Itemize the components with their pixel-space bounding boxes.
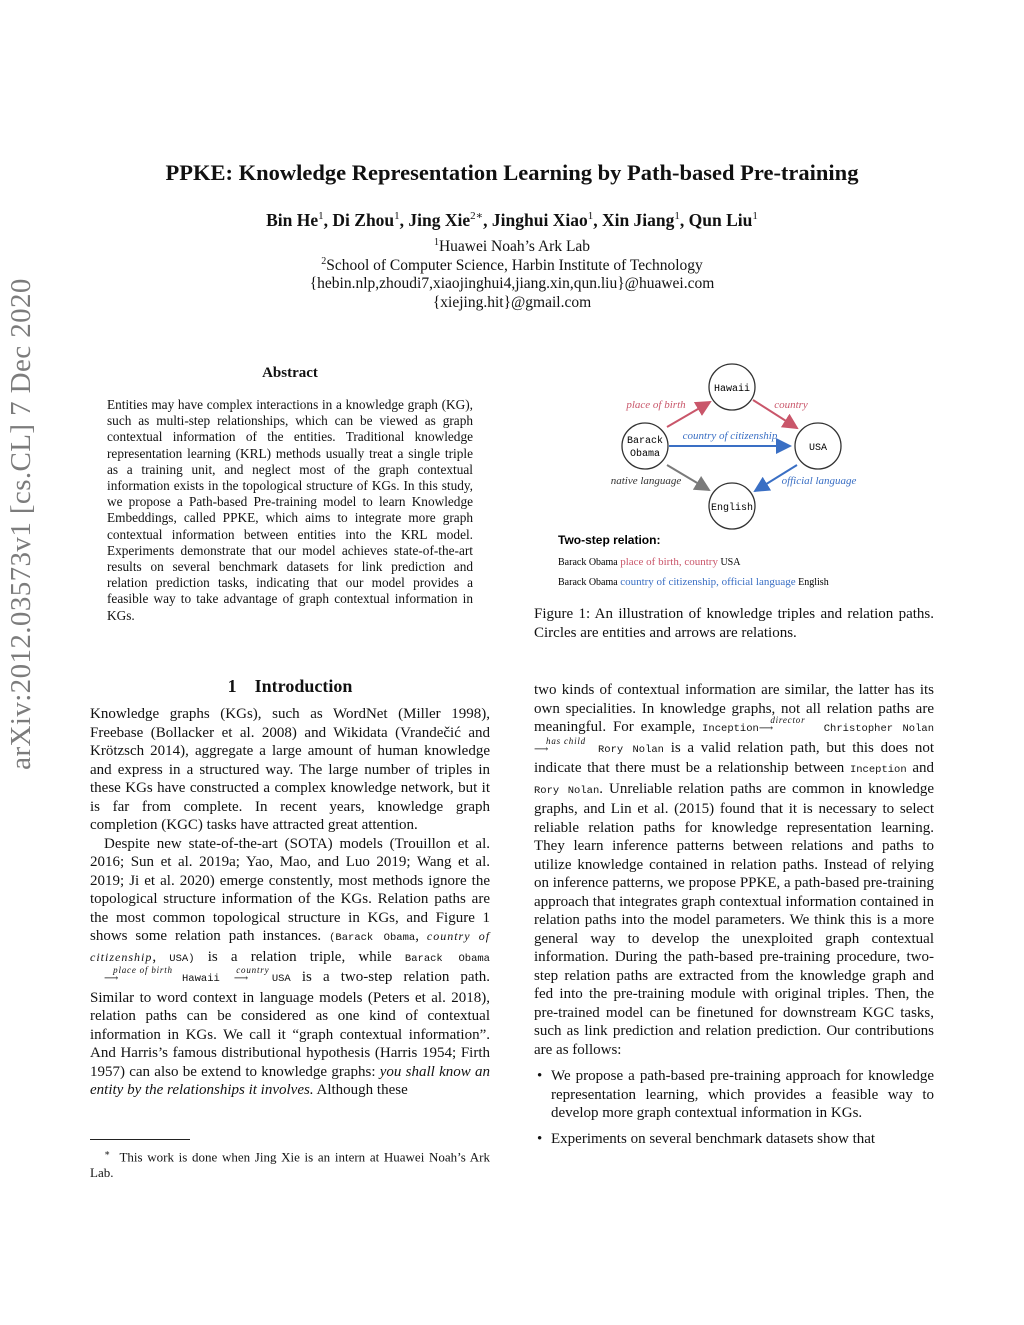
contribution-list (534, 1067, 934, 1148)
relation-label: place of birth (113, 965, 173, 975)
author-sup: 2∗ (470, 210, 484, 222)
path-2 (558, 576, 829, 588)
entity: Christopher Nolan (823, 723, 934, 735)
author-sup: 1 (394, 210, 400, 222)
edge-label: native language (610, 475, 682, 487)
relation-label: country (236, 965, 270, 975)
relation-arrow: country ⟶ (220, 970, 272, 989)
entity: Hawaii (182, 973, 220, 985)
node-label: Obama (629, 449, 661, 460)
author-name: Jing Xie (408, 209, 471, 230)
author-sup: 1 (587, 210, 594, 222)
footnote-mark: ∗ (104, 1148, 111, 1158)
paragraph (534, 681, 934, 1059)
entity: Barack Obama (335, 932, 416, 944)
entity: Barack Obama (404, 952, 490, 965)
paper-title: PPKE: Knowledge Representation Learning by Path-based Pre-training (165, 160, 859, 185)
path-entity: English (798, 577, 829, 588)
footnote (90, 1145, 490, 1181)
author-sup: 1 (674, 210, 680, 222)
abstract-text: Entities may have complex interactions in a knowledge graph (KG), such as multi-step relationships, which can be viewed as graph contextual information of the entities. Traditional knowledge representation learning (KRL) methods usually treat a single triple as a training unit, and neglect most of the graph contextual information exists in the topological structure of KGs. In this study, we propose a Path-based Pre-training model to learn Knowledge Embeddings, called PPKE, which aims to integrate more graph contextual information between entities into the KRL model. Experiments demonstrate that our model achieves state-of-the-art results on several benchmark datasets for link prediction and relation prediction tasks, indicating that our model provides a feasible way to take advantage of graph contextual information in KGs. (107, 397, 473, 623)
email-line-1: {hebin.nlp,zhoudi7,xiaojinghui4,jiang.xin,qun.liu}@huawei.com (309, 275, 715, 292)
affiliation-2 (0, 256, 1024, 275)
two-step-heading: Two-step relation: (558, 533, 661, 547)
text-run: Despite new state-of-the-art (SOTA) models (Trouillon et al. 2016; Sun et al. 2019a; Yao, Mao, and Luo 2019; Wang et al. 2019; Ji et al. 2020) emerge constently, most methods ignore the topological structure information of the KGs. Relation paths are the most common topological structure in KGs, and Figure 1 shows some relation path instances. (90, 835, 490, 944)
author-name: Di Zhou (332, 209, 395, 230)
author-sup: 1 (318, 210, 324, 222)
edge-label: place of birth (626, 399, 686, 411)
affil-text: School of Computer Science, Harbin Institute of Technology (326, 257, 703, 275)
relation: country of citizenship (90, 929, 491, 964)
node-label: English (710, 503, 754, 514)
node-label: USA (808, 443, 828, 454)
quote: you shall know an entity by the relationships it involves. (90, 1063, 490, 1098)
section-heading (90, 676, 490, 697)
node-label: Hawaii (713, 384, 751, 395)
entity: Rory Nolan (534, 784, 600, 797)
arxiv-identifier: arXiv:2012.03573v1 [cs.CL] 7 Dec 2020 (5, 278, 37, 770)
edge-label: official language (781, 475, 857, 487)
entity: Inception (702, 723, 759, 735)
entity: USA (169, 952, 189, 965)
footnote-text: This work is done when Jing Xie is an intern at Huawei Noah’s Ark Lab. (90, 1149, 490, 1181)
text-run: is a two-step relation path. Similar to word context in language models (Peters et al. 2018), relation paths can be considered as one kind of contextual information in KGs. We call it “graph contextual information”. And Harris’s famous distributional hypothesis (Harris 1954; Firth 1957) can also be extend to knowledge graphs: (90, 969, 491, 1080)
section-number: 1 (227, 676, 237, 696)
edge-label: country (774, 399, 808, 411)
right-column (534, 681, 934, 1155)
author-name: Jinghui Xiao (491, 209, 588, 230)
list-item: • We propose a path-based pre-training approach for knowledge representation learning, which provides a feasible way to develop more graph contextual information in KGs. (534, 1067, 934, 1123)
path-entity: Barack Obama (558, 577, 618, 588)
relation-arrow: place of birth ⟶ (90, 970, 182, 989)
figure-caption: Figure 1: An illustration of knowledge triples and relation paths. Circles are entities and arrows are relations. (534, 606, 934, 641)
author-list: Bin He$^1$, Di Zhou$^1$, Jing Xie$^{2∗}$, Jinghui Xiao$^1$, Xin Jiang$^1$, Qun Liu$^1$ (266, 209, 758, 230)
path-entity: USA (720, 557, 741, 568)
text-run: . Unreliable relation paths are common in knowledge graphs, and Lin et al. (2015) found that it is necessary to select reliable relation paths for knowledge representation learning. They learn inference patterns between relations and paths to utilize knowledge contained in relation paths. Instead of relying on inference patterns, we propose PPKE, a path-based pre-training approach that integrates graph contextual information contained in relation paths into the model parameters. We think this is a more general way to develop the unexploited graph contextual information. During the path-based pre-training procedure, two-step relation paths are extracted from the knowledge graph and fed into the pre-training module with original triples. Then, the pre-trained model can be finetuned for downstream KGC tasks, such as link prediction and relation prediction. Our contributions are as follows: (534, 780, 934, 1058)
path-relation: place of birth, country (620, 556, 718, 568)
paragraph: Despite new state-of-the-art (SOTA) models (Trouillon et al. 2016; Sun et al. 2019a; Yao, Mao, and Luo 2019; Wang et al. 2019; Ji et al. 2020) emerge constently, most methods ignore the topological structure information of the KGs. Relation paths are the most common topological structure in KGs, and Figure 1 shows some relation path instances. (Barack Obama, country of citizenship, USA) is a relation triple, while Barack Obama place of birth ⟶ Hawaii country ⟶ USA is a two-step relation path. Similar to word context in language models (Peters et al. 2018), relation paths can be considered as one kind of contextual information in KGs. We call it “graph contextual information”. And Harris’s famous distributional hypothesis (Harris 1954; Firth 1957) can also be extend to knowledge graphs: you shall know an entity by the relationships it involves. Although these (90, 835, 491, 1098)
author-name: Qun Liu (688, 209, 753, 230)
text-run: and (912, 760, 934, 776)
relation-arrow: has child ⟶ (534, 741, 598, 760)
path-entity: Barack Obama (558, 557, 618, 568)
abstract-heading: Abstract (262, 365, 318, 381)
text-run: two kinds of contextual information are similar, the latter has its own specialities. In knowledge graphs, not all relation paths are meaningful. For example, (534, 682, 934, 735)
author-sup: 1 (752, 210, 758, 222)
author-name: Xin Jiang (601, 209, 675, 230)
author-name: Bin He (266, 209, 319, 230)
list-item: • Experiments on several benchmark datasets show that (534, 1130, 934, 1149)
relation-arrow: director ⟶ (759, 720, 817, 739)
entity: Rory Nolan (598, 743, 664, 756)
left-column (90, 705, 490, 1100)
section-title: Introduction (254, 676, 353, 696)
affil-sup: 1 (433, 237, 439, 248)
paragraph: Knowledge graphs (KGs), such as WordNet (Miller 1998), Freebase (Bollacker et al. 2008) and Wikidata (Vrandečić and Krötzsch 2014), aggregate a large amount of human knowledge and express in a structured way. The large number of triples in these KGs have constructed a complex knowledge network, but it is far from complete. In recent years, knowledge graph completion (KGC) tasks have attracted great attention. (90, 706, 490, 833)
relation-label: director (770, 715, 806, 725)
affil-text: Huawei Noah’s Ark Lab (438, 238, 591, 256)
triple-close: ) (188, 952, 195, 965)
email-line-2: {xiejing.hit}@gmail.com (432, 294, 592, 311)
figure-1-diagram (534, 350, 934, 600)
text-run: Although these (316, 1082, 408, 1098)
path-relation: country of citizenship, official language (620, 576, 796, 588)
affil-sup: 2 (321, 256, 327, 267)
edge-label: country of citizenship (682, 430, 778, 442)
footnote-rule (90, 1139, 190, 1140)
entity: USA (271, 973, 291, 985)
node-label: Barack (626, 436, 664, 447)
entity: Inception (849, 764, 907, 776)
relation-label: has child (546, 735, 586, 746)
path-1 (558, 556, 741, 568)
text-run: is a valid relation path, but this does not indicate that there must be a relationship between (534, 739, 934, 776)
affiliation-1 (0, 237, 1024, 256)
text-run: is a relation triple, while (207, 948, 392, 965)
triple-open: ( (329, 932, 336, 944)
